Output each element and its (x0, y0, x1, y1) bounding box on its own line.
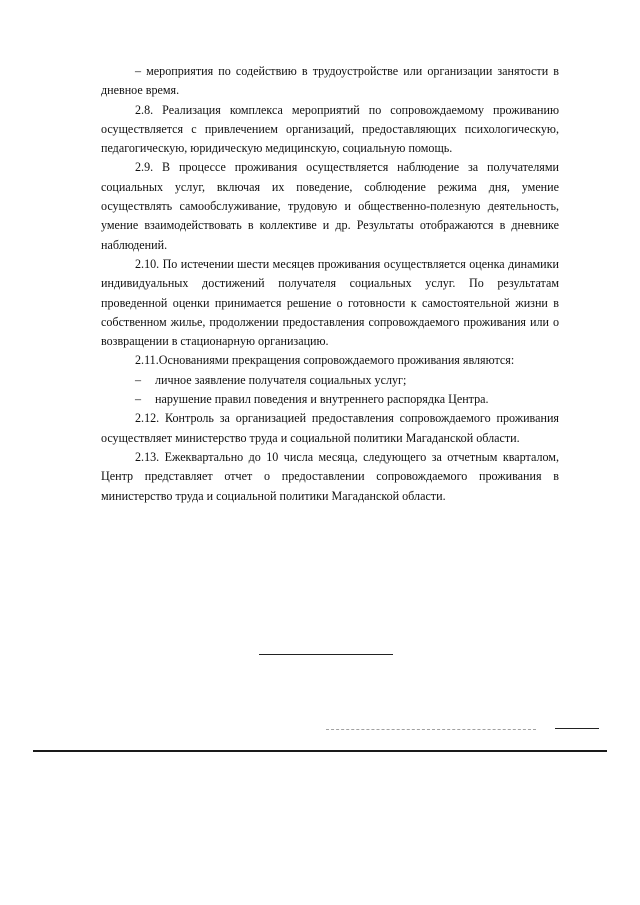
document-body (101, 62, 559, 506)
list-item-text: нарушение правил поведения и внутреннего распорядка Центра. (155, 392, 489, 407)
dash-marker: – (135, 392, 142, 407)
paragraph-2-11: 2.11.Основаниями прекращения сопровождаемого проживания являются: (135, 353, 515, 368)
list-item-personal-application (101, 371, 559, 390)
paragraph-2-9: 2.9. В процессе проживания осуществляется наблюдение за получателями социальных услуг, включая их поведение, соблюдение режима дня, умение осуществлять самообслуживание, трудовую и общественно-полезную деятельность, умение взаимодействовать в коллективе и др. Результаты отображаются в дневнике наблюдений. (101, 160, 559, 252)
scan-artifact-line (326, 729, 536, 730)
paragraph-2-8: 2.8. Реализация комплекса мероприятий по сопровождаемому проживанию осуществляется с привлечением организаций, предоставляющих психологическую, педагогическую, юридическую медицинскую, социальную помощь. (101, 102, 559, 156)
paragraph-2-12: 2.12. Контроль за организацией предоставления сопровождаемого проживания осуществляет министерство труда и социальной политики Магаданской области. (101, 411, 559, 445)
list-item-rules-violation (101, 390, 559, 409)
list-item-text: личное заявление получателя социальных услуг; (155, 372, 407, 387)
closing-rule (259, 654, 393, 655)
paragraph-measures: – мероприятия по содействию в трудоустройстве или организации занятости в дневное время. (101, 64, 559, 98)
paragraph-2-13: 2.13. Ежеквартально до 10 числа месяца, следующего за отчетным кварталом, Центр представляет отчет о предоставлении сопровождаемого проживания в министерство труда и социальной политики Магаданской области. (101, 449, 559, 503)
dash-marker: – (135, 372, 142, 387)
page-bottom-divider (33, 750, 607, 752)
paragraph-2-10: 2.10. По истечении шести месяцев проживания осуществляется оценка динамики индивидуальных достижений получателя социальных услуг. По результатам проведенной оценки принимается решение о готовности к самостоятельной жизни в собственном жилье, продолжении предоставления сопровождаемого проживания или о возвращении в стационарную организацию. (101, 256, 559, 349)
scan-artifact-short-line (555, 728, 599, 729)
